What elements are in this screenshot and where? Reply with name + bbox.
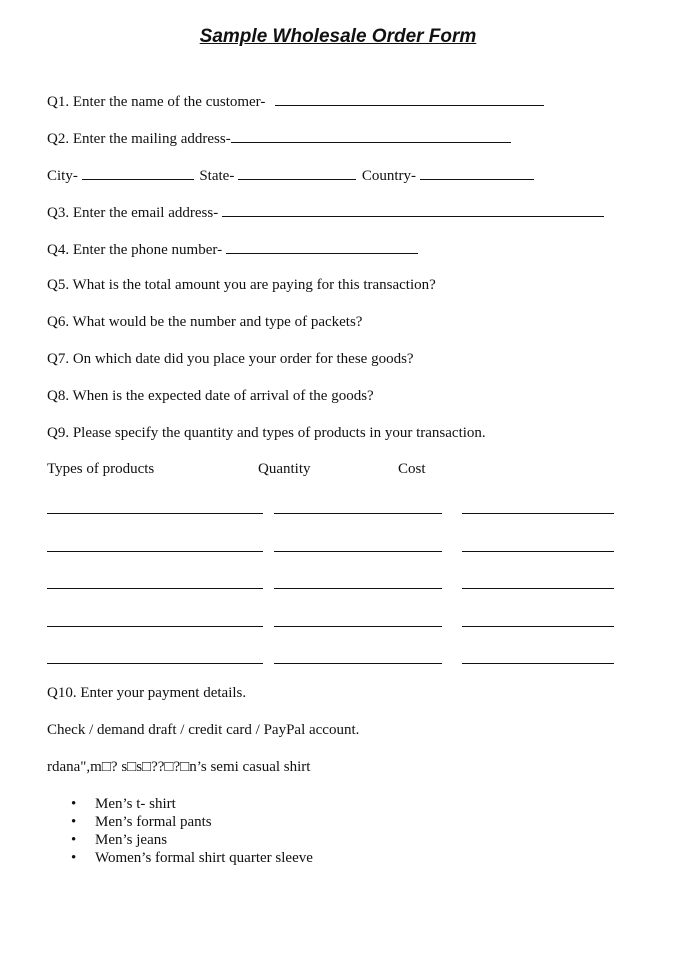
form-title: Sample Wholesale Order Form (199, 26, 477, 47)
column-header-types: Types of products (47, 461, 155, 477)
q3-row (47, 202, 604, 222)
q7-text: Q7. On which date did you place your order for these goods? (47, 351, 414, 367)
quantity-field[interactable] (274, 626, 442, 627)
cost-field[interactable] (462, 626, 614, 627)
bullet-icon: • (71, 850, 77, 866)
city-field[interactable] (82, 165, 194, 180)
product-type-field[interactable] (47, 663, 263, 664)
quantity-field[interactable] (274, 663, 442, 664)
q1-row (47, 91, 544, 111)
product-type-field[interactable] (47, 513, 263, 514)
bullet-icon: • (71, 832, 77, 848)
country-label: Country- (361, 168, 417, 184)
customer-name-field[interactable] (275, 91, 544, 106)
column-header-cost: Cost (398, 461, 426, 477)
q2-label: Q2. Enter the mailing address- (47, 131, 231, 147)
q10-text: Q10. Enter your payment details. (47, 685, 247, 701)
quantity-field[interactable] (274, 551, 442, 552)
list-item: • Men’s t- shirt (71, 796, 176, 812)
garbled-text: rdana",m□? s□s□??□?□n’s semi casual shirt (47, 759, 311, 775)
quantity-field[interactable] (274, 513, 442, 514)
city-label: City- (47, 168, 78, 184)
mailing-address-field[interactable] (231, 128, 511, 143)
product-type-field[interactable] (47, 588, 263, 589)
phone-field[interactable] (226, 239, 418, 254)
column-header-quantity: Quantity (258, 461, 311, 477)
q5-text: Q5. What is the total amount you are paying for this transaction? (47, 277, 436, 293)
list-item: • Women’s formal shirt quarter sleeve (71, 850, 313, 866)
q1-label: Q1. Enter the name of the customer- (47, 94, 266, 110)
product-type-field[interactable] (47, 551, 263, 552)
quantity-field[interactable] (274, 588, 442, 589)
q4-label: Q4. Enter the phone number- (47, 242, 223, 258)
email-field[interactable] (222, 202, 604, 217)
q9-text: Q9. Please specify the quantity and types of products in your transaction. (47, 425, 486, 441)
state-label: State- (199, 168, 235, 184)
list-item: • Men’s jeans (71, 832, 168, 848)
q8-text: Q8. When is the expected date of arrival of the goods? (47, 388, 374, 404)
cost-field[interactable] (462, 588, 614, 589)
list-item: • Men’s formal pants (71, 814, 212, 830)
cost-field[interactable] (462, 551, 614, 552)
q3-label: Q3. Enter the email address- (47, 205, 219, 221)
cost-field[interactable] (462, 513, 614, 514)
country-field[interactable] (420, 165, 534, 180)
payment-options-text: Check / demand draft / credit card / PayPal account. (47, 722, 360, 738)
q2-row (47, 128, 511, 148)
cost-field[interactable] (462, 663, 614, 664)
product-type-field[interactable] (47, 626, 263, 627)
bullet-icon: • (71, 796, 77, 812)
product-bullet-list (47, 795, 313, 867)
address-row (47, 165, 534, 185)
bullet-icon: • (71, 814, 77, 830)
q4-row (47, 239, 418, 259)
q6-text: Q6. What would be the number and type of packets? (47, 314, 363, 330)
state-field[interactable] (238, 165, 356, 180)
